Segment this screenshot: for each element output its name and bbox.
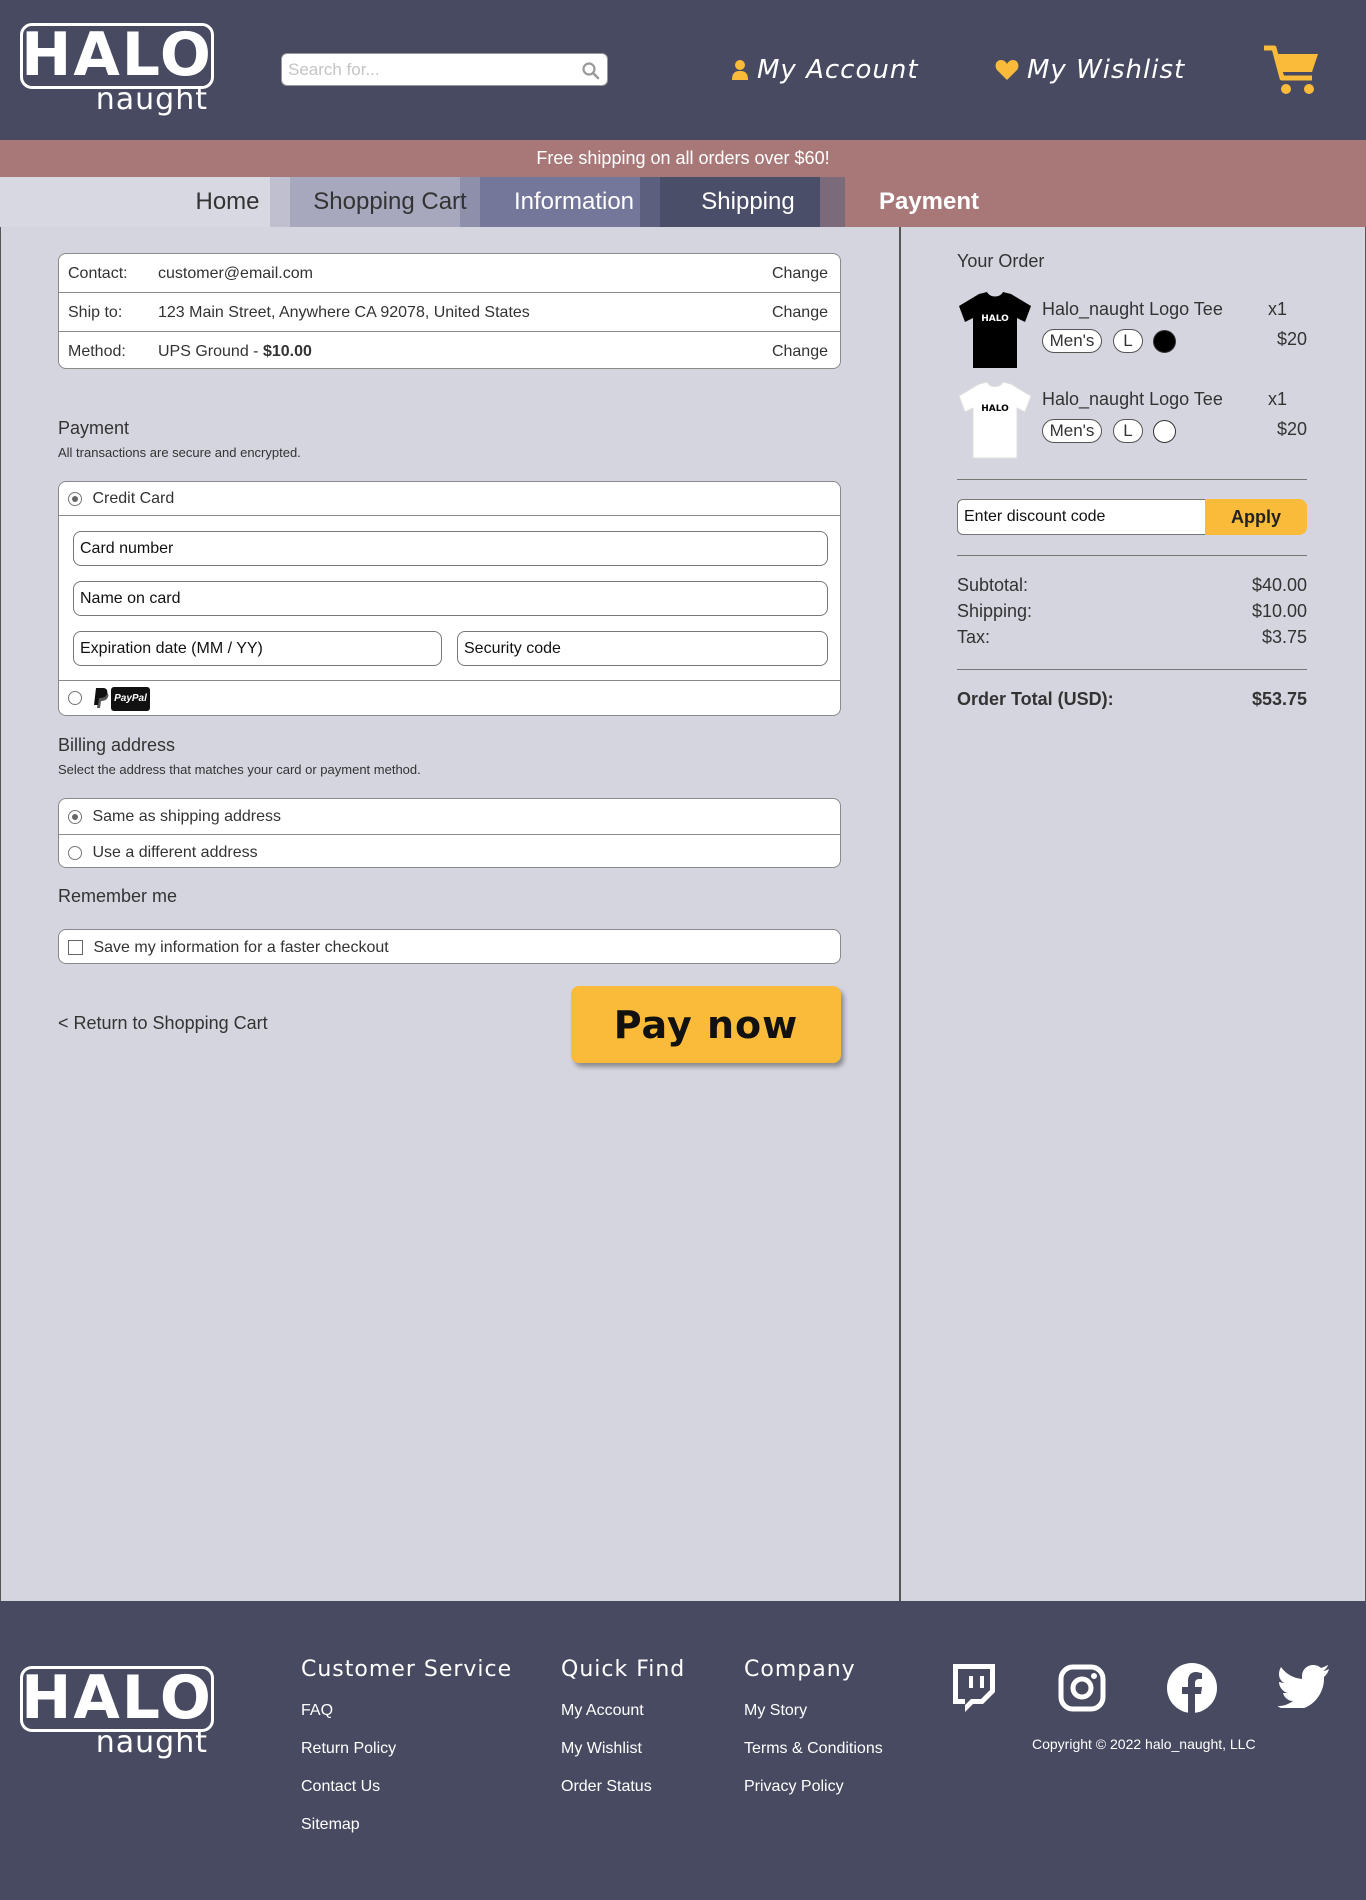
remember-option[interactable]: [58, 929, 841, 964]
expiration-input[interactable]: [80, 636, 435, 662]
payment-methods: [58, 481, 841, 716]
paypal-option[interactable]: [59, 680, 840, 716]
paypal-badge: PayPal: [111, 687, 150, 711]
twitch-icon[interactable]: [949, 1662, 999, 1714]
checkout-steps: [0, 177, 1366, 227]
footer-link-order-status[interactable]: Order Status: [561, 1778, 652, 1795]
item-price: $20: [1276, 419, 1307, 439]
item-fit-tag: Men's: [1042, 419, 1102, 443]
card-number-field: [73, 531, 828, 566]
return-to-cart-link[interactable]: < Return to Shopping Cart: [58, 1013, 268, 1033]
order-item: [957, 290, 1307, 370]
tee-logo-text: HALO: [981, 314, 1009, 324]
divider: [957, 479, 1307, 480]
footer-logo[interactable]: [20, 1663, 214, 1761]
shipping-value: $10.00: [1251, 601, 1307, 621]
billing-title: Billing address: [58, 735, 176, 755]
footer-link-faq[interactable]: FAQ: [301, 1702, 334, 1719]
my-wishlist-label: My Wishlist: [1027, 55, 1186, 85]
site-logo[interactable]: [20, 20, 214, 118]
different-address-option[interactable]: [59, 834, 840, 869]
paypal-radio[interactable]: [68, 691, 82, 705]
card-number-input[interactable]: [80, 536, 821, 562]
payment-subtitle: All transactions are secure and encrypted.: [58, 445, 301, 460]
item-name: Halo_naught Logo Tee: [1042, 389, 1223, 409]
change-method-link[interactable]: Change: [771, 343, 828, 360]
column-divider: [899, 227, 901, 1601]
step-home[interactable]: Home: [195, 188, 260, 215]
quick-find-title: Quick Find: [561, 1657, 686, 1682]
footer-link-my-story[interactable]: My Story: [744, 1702, 808, 1719]
my-wishlist-link[interactable]: [995, 52, 1185, 88]
cart-icon[interactable]: [1262, 44, 1320, 96]
remember-title: Remember me: [58, 886, 178, 906]
my-account-link[interactable]: [731, 52, 919, 88]
search-box: [281, 53, 608, 86]
payment-title: Payment: [58, 418, 130, 438]
footer-link-contact[interactable]: Contact Us: [301, 1778, 381, 1795]
item-fit-tag: Men's: [1042, 329, 1102, 353]
contact-label: Contact:: [68, 265, 128, 282]
method-value: [158, 332, 312, 371]
discount-input[interactable]: [964, 504, 1200, 530]
same-address-label: Same as shipping address: [92, 808, 282, 825]
tax-row: [957, 627, 1307, 651]
tax-value: $3.75: [1261, 627, 1307, 647]
billing-subtitle: Select the address that matches your card or payment method.: [58, 762, 421, 777]
name-on-card-field: [73, 581, 828, 616]
item-color-swatch: [1153, 330, 1176, 353]
order-total-value: $53.75: [1251, 689, 1307, 709]
subtotal-value: $40.00: [1251, 575, 1307, 595]
item-quantity: x1: [1267, 389, 1287, 409]
item-size-tag: L: [1113, 419, 1143, 443]
method-row: [59, 331, 840, 370]
footer-link-sitemap[interactable]: Sitemap: [301, 1816, 360, 1833]
facebook-icon[interactable]: [1166, 1662, 1218, 1714]
apply-discount-button[interactable]: Apply: [1205, 499, 1307, 535]
method-label: Method:: [68, 343, 126, 360]
discount-form: [957, 499, 1307, 535]
shipping-row: [957, 601, 1307, 625]
contact-value: customer@email.com: [158, 265, 313, 282]
discount-field: [957, 499, 1207, 535]
heart-icon: [995, 59, 1019, 81]
credit-card-label: Credit Card: [92, 490, 175, 507]
expiration-field: [73, 631, 442, 666]
ship-to-label: Ship to:: [68, 304, 123, 321]
review-summary: [58, 253, 841, 369]
promo-banner-text: Free shipping on all orders over $60!: [536, 148, 830, 168]
step-shipping[interactable]: Shipping: [701, 188, 795, 215]
order-title: Your Order: [957, 251, 1045, 271]
footer-link-return-policy[interactable]: Return Policy: [301, 1740, 397, 1757]
same-address-radio[interactable]: [68, 810, 82, 824]
step-shopping-cart[interactable]: Shopping Cart: [313, 188, 467, 215]
search-icon[interactable]: [581, 61, 601, 81]
site-header: [0, 0, 1366, 140]
security-code-field: [457, 631, 828, 666]
paypal-p-icon: [93, 687, 109, 709]
step-information[interactable]: Information: [513, 188, 635, 215]
footer-link-terms[interactable]: Terms & Conditions: [744, 1740, 883, 1757]
my-account-label: My Account: [757, 55, 919, 85]
item-price: $20: [1276, 329, 1307, 349]
logo-wordmark: HALO: [21, 1663, 213, 1733]
user-icon: [731, 59, 749, 81]
item-name: Halo_naught Logo Tee: [1042, 299, 1223, 319]
subtotal-label: Subtotal:: [957, 575, 1029, 595]
instagram-icon[interactable]: [1058, 1664, 1106, 1712]
logo-subtext: naught: [95, 82, 208, 117]
divider: [957, 669, 1307, 670]
method-price: $10.00: [262, 343, 312, 360]
remember-checkbox[interactable]: [68, 940, 83, 955]
item-quantity: x1: [1267, 299, 1287, 319]
order-item: [957, 380, 1307, 460]
contact-row: [59, 254, 840, 293]
security-code-input[interactable]: [464, 636, 821, 662]
footer-link-privacy[interactable]: Privacy Policy: [744, 1778, 844, 1795]
black-tshirt-image: [957, 290, 1033, 370]
subtotal-row: [957, 575, 1307, 599]
shipping-label: Shipping:: [957, 601, 1033, 621]
remember-label: Save my information for a faster checkout: [93, 939, 389, 956]
company-title: Company: [744, 1657, 856, 1682]
order-total-row: [957, 689, 1307, 713]
ship-to-value: 123 Main Street, Anywhere CA 92078, United States: [158, 304, 530, 321]
same-address-option[interactable]: [59, 799, 840, 834]
ship-to-row: [59, 292, 840, 331]
white-tshirt-image: [957, 380, 1033, 460]
footer-link-my-account[interactable]: My Account: [561, 1702, 644, 1719]
tax-label: Tax:: [957, 627, 991, 647]
name-on-card-input[interactable]: [80, 586, 821, 612]
logo-subtext: naught: [95, 1725, 208, 1760]
item-color-swatch: [1153, 420, 1176, 443]
different-address-label: Use a different address: [92, 844, 258, 861]
step-bg-transition: [820, 177, 845, 227]
credit-card-option[interactable]: [59, 482, 840, 516]
search-input[interactable]: [288, 57, 568, 83]
logo-wordmark: HALO: [21, 20, 213, 90]
twitter-icon[interactable]: [1278, 1664, 1330, 1708]
divider: [957, 555, 1307, 556]
tee-logo-text: HALO: [981, 404, 1009, 414]
credit-card-radio[interactable]: [68, 492, 82, 506]
copyright-text: Copyright © 2022 halo_naught, LLC: [1032, 1736, 1256, 1752]
different-address-radio[interactable]: [68, 846, 82, 860]
item-size-tag: L: [1113, 329, 1143, 353]
checkout-main: [0, 227, 900, 1601]
method-name: UPS Ground -: [158, 343, 263, 360]
customer-service-title: Customer Service: [301, 1657, 513, 1682]
order-total-label: Order Total (USD):: [957, 689, 1114, 709]
pay-now-button[interactable]: Pay now: [571, 986, 841, 1063]
footer-link-my-wishlist[interactable]: My Wishlist: [561, 1740, 642, 1757]
change-address-link[interactable]: Change: [771, 304, 828, 321]
step-payment[interactable]: Payment: [878, 188, 980, 215]
billing-options: [58, 798, 841, 868]
change-contact-link[interactable]: Change: [771, 265, 828, 282]
